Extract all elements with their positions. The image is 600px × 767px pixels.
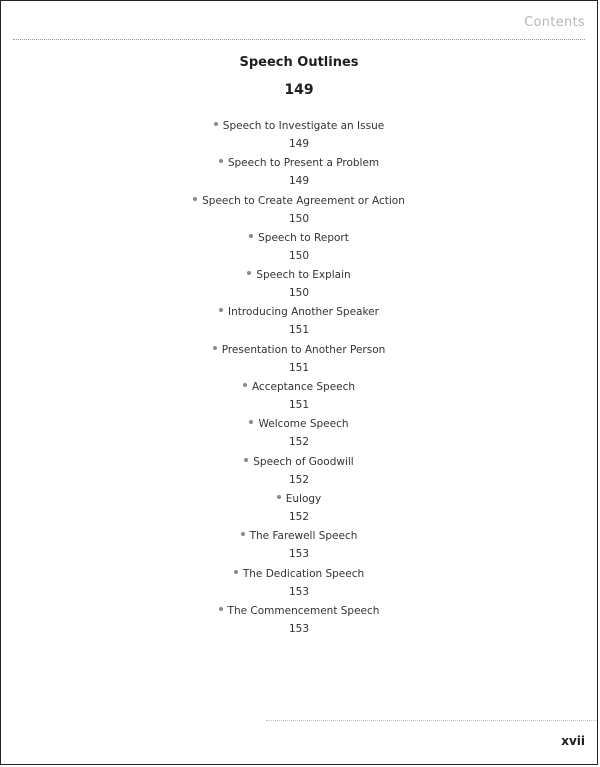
- toc-entry-page: 150: [288, 212, 310, 225]
- header-divider: [13, 39, 585, 40]
- bullet-icon: [214, 122, 218, 126]
- toc-entry: [1, 378, 597, 415]
- toc-entry: [1, 192, 597, 229]
- toc-entry-page: 151: [288, 361, 310, 374]
- toc-entry-page: 149: [288, 138, 310, 150]
- toc-entry-list: [1, 117, 597, 639]
- toc-entry-label: Introducing Another Speaker: [228, 306, 379, 319]
- toc-entry: [1, 303, 597, 340]
- toc-entry: [1, 266, 597, 303]
- running-header: Contents: [524, 15, 585, 30]
- toc-entry-label: Speech to Report: [258, 231, 349, 244]
- toc-entry: [1, 453, 597, 490]
- bullet-icon: [243, 383, 247, 387]
- bullet-icon: [244, 458, 248, 462]
- bullet-icon: [277, 495, 281, 499]
- toc-entry-page: 153: [288, 585, 310, 598]
- footer-divider: [266, 720, 596, 721]
- toc-entry-label: Speech to Explain: [256, 269, 351, 282]
- bullet-icon: [249, 234, 253, 238]
- bullet-icon: [219, 308, 223, 312]
- toc-entry-label: The Commencement Speech: [227, 604, 380, 617]
- bullet-icon: [247, 271, 251, 275]
- section-title: Speech Outlines: [239, 55, 359, 70]
- toc-entry-label: Speech to Create Agreement or Action: [202, 194, 405, 207]
- toc-entry: [1, 602, 597, 639]
- toc-entry-page: 151: [288, 399, 310, 412]
- bullet-icon: [213, 346, 217, 350]
- toc-entry-page: 153: [288, 622, 310, 635]
- page-number: xvii: [561, 734, 585, 748]
- bullet-icon: [219, 159, 223, 163]
- toc-entry-page: 150: [288, 249, 310, 262]
- toc-entry-label: Speech of Goodwill: [253, 455, 354, 468]
- toc-entry-page: 149: [288, 175, 310, 188]
- bullet-icon: [219, 607, 223, 611]
- bullet-icon: [193, 197, 197, 201]
- bullet-icon: [249, 420, 253, 424]
- bullet-icon: [234, 570, 238, 574]
- toc-entry-label: Speech to Investigate an Issue: [222, 120, 385, 132]
- toc-entry: [1, 415, 597, 452]
- toc-entry-label: The Dedication Speech: [242, 567, 365, 580]
- toc-entry: [1, 154, 597, 191]
- toc-entry: [1, 117, 597, 154]
- toc-entry-page: 152: [288, 510, 310, 523]
- toc-entry-page: 150: [288, 287, 310, 300]
- toc-entry-label: Acceptance Speech: [251, 381, 356, 394]
- toc-entry-label: The Farewell Speech: [249, 530, 358, 543]
- toc-entry: [1, 341, 597, 378]
- toc-entry: [1, 527, 597, 564]
- toc-entry-page: 152: [288, 473, 310, 486]
- toc-entry-page: 151: [288, 324, 310, 337]
- toc-entry-label: Speech to Present a Problem: [227, 157, 380, 170]
- toc-entry-label: Eulogy: [285, 492, 322, 505]
- toc-entry-label: Welcome Speech: [258, 418, 349, 431]
- toc-entry: [1, 490, 597, 527]
- toc-entry-page: 152: [288, 436, 310, 449]
- bullet-icon: [241, 532, 245, 536]
- toc-entry: [1, 229, 597, 266]
- toc-entry-label: Presentation to Another Person: [221, 343, 386, 356]
- toc-entry-page: 153: [288, 548, 310, 561]
- toc-entry: [1, 565, 597, 602]
- section-page-number: 149: [284, 82, 314, 98]
